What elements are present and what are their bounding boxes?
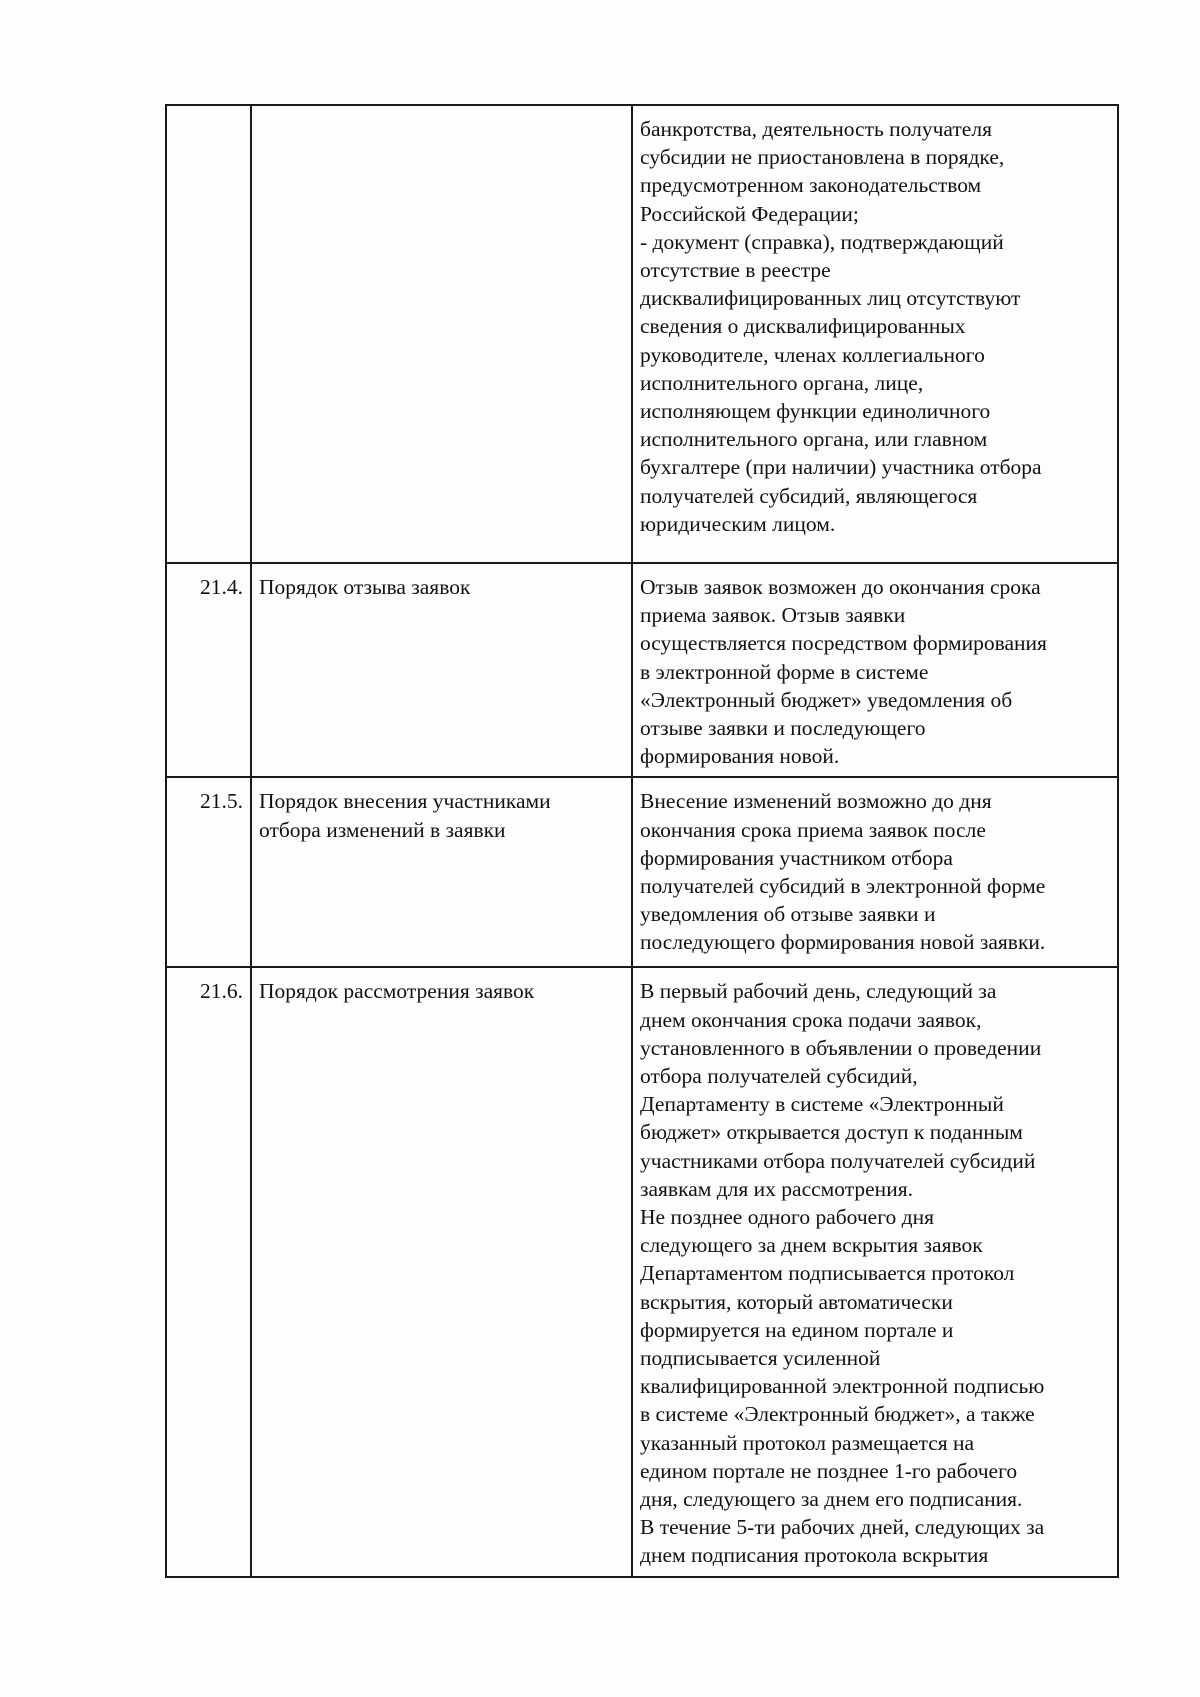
row-number-cell	[166, 105, 251, 563]
regulation-table	[165, 104, 1119, 1578]
table-row	[166, 105, 1118, 563]
row-description-cell: Внесение изменений возможно до дня окончания срока приема заявок после формирования участником отбора получателей субсидий в электронной форме уведомления об отзыве заявки и последующего формирования новой заявки.	[632, 777, 1118, 967]
row-number-cell: 21.4.	[166, 563, 251, 777]
row-topic-cell: Порядок внесения участниками отбора изменений в заявки	[251, 777, 632, 967]
row-topic-cell: Порядок отзыва заявок	[251, 563, 632, 777]
table-row	[166, 563, 1118, 777]
row-number-cell: 21.5.	[166, 777, 251, 967]
row-description-cell: банкротства, деятельность получателя субсидии не приостановлена в порядке, предусмотренном законодательством Российской Федерации; - документ (справка), подтверждающий отсутствие в реестре дисквалифицированных лиц отсутствуют сведения о дисквалифицированных руководителе, членах коллегиального исполнительного органа, лице, исполняющем функции единоличного исполнительного органа, или главном бухгалтере (при наличии) участника отбора получателей субсидий, являющегося юридическим лицом.	[632, 105, 1118, 563]
row-topic-cell	[251, 105, 632, 563]
table-row	[166, 777, 1118, 967]
row-number-cell: 21.6.	[166, 967, 251, 1576]
row-description-cell: В первый рабочий день, следующий за днем окончания срока подачи заявок, установленного в объявлении о проведении отбора получателей субсидий, Департаменту в системе «Электронный бюджет» открывается доступ к поданным участниками отбора получателей субсидий заявкам для их рассмотрения. Не позднее одного рабочего дня следующего за днем вскрытия заявок Департаментом подписывается протокол вскрытия, который автоматически формируется на едином портале и подписывается усиленной квалифицированной электронной подписью в системе «Электронный бюджет», а также указанный протокол размещается на едином портале не позднее 1-го рабочего дня, следующего за днем его подписания. В течение 5-ти рабочих дней, следующих за днем подписания протокола вскрытия	[632, 967, 1118, 1576]
table-row	[166, 967, 1118, 1576]
row-description-cell: Отзыв заявок возможен до окончания срока приема заявок. Отзыв заявки осуществляется посредством формирования в электронной форме в системе «Электронный бюджет» уведомления об отзыве заявки и последующего формирования новой.	[632, 563, 1118, 777]
row-topic-cell: Порядок рассмотрения заявок	[251, 967, 632, 1576]
